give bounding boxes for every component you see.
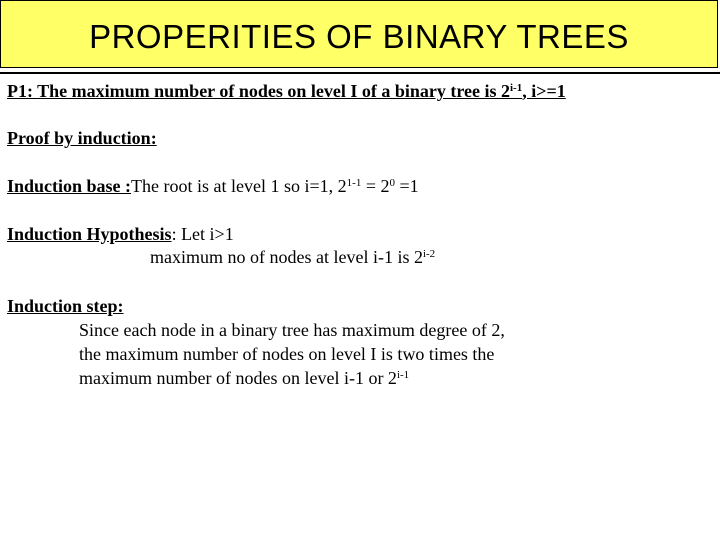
proof-heading: Proof by induction: <box>7 128 157 148</box>
induction-hypothesis-text: : Let i>1 <box>171 224 234 244</box>
induction-base-text: The root is at level 1 so i=1, 2 <box>131 176 347 196</box>
induction-base-label: Induction base : <box>7 176 132 196</box>
property-p1 <box>7 80 566 102</box>
title-divider <box>0 72 720 74</box>
induction-step-line3-sup: i-1 <box>396 369 410 381</box>
induction-base <box>7 175 419 197</box>
induction-step-label: Induction step: <box>7 296 124 316</box>
induction-hypothesis-label: Induction Hypothesis <box>7 224 172 244</box>
induction-hypothesis-line2 <box>150 246 435 268</box>
induction-base-end: =1 <box>394 176 419 196</box>
induction-step-line3-text: maximum number of nodes on level i-1 or 2 <box>79 368 397 388</box>
page-title: PROPERITIES OF BINARY TREES <box>89 18 629 55</box>
p1-prefix: P1: The maximum number of nodes on level I of a binary tree is 2 <box>7 81 510 101</box>
induction-hypothesis-line2-sup: i-2 <box>422 248 436 260</box>
p1-suffix: , i>=1 <box>522 81 566 101</box>
p1-superscript: i-1 <box>510 82 523 94</box>
title-banner <box>0 0 718 68</box>
induction-step-line3 <box>79 367 409 389</box>
induction-step-line2: the maximum number of nodes on level I is two times the <box>79 344 495 364</box>
induction-base-sup2: 0 <box>389 177 395 189</box>
induction-step-line1: Since each node in a binary tree has maximum degree of 2, <box>79 320 505 340</box>
induction-hypothesis-line2-text: maximum no of nodes at level i-1 is 2 <box>150 247 423 267</box>
induction-base-sup1: 1-1 <box>346 177 362 189</box>
induction-hypothesis <box>7 223 234 245</box>
induction-base-mid: = 2 <box>361 176 390 196</box>
